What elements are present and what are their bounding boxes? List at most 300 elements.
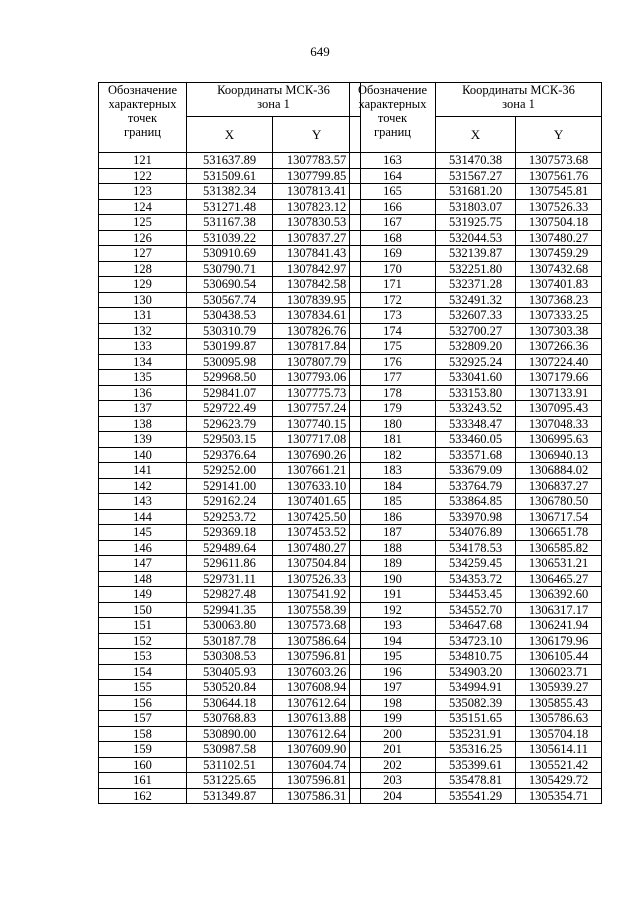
point-number-cell: 163 xyxy=(350,153,436,169)
point-number-cell: 128 xyxy=(99,261,187,277)
x-coordinate-cell: 533153.80 xyxy=(436,385,516,401)
point-number-cell: 173 xyxy=(350,308,436,324)
point-number-cell: 132 xyxy=(99,323,187,339)
x-coordinate-cell: 534723.10 xyxy=(436,633,516,649)
coordinates-table-right xyxy=(349,82,602,804)
x-coordinate-cell: 529731.11 xyxy=(187,571,273,587)
point-number-cell: 152 xyxy=(99,633,187,649)
point-number-cell: 195 xyxy=(350,649,436,665)
table-row xyxy=(350,215,602,231)
table-row xyxy=(350,509,602,525)
y-coordinate-cell: 1307368.23 xyxy=(516,292,602,308)
y-coordinate-cell: 1307842.97 xyxy=(273,261,361,277)
table-row xyxy=(350,261,602,277)
y-coordinate-cell: 1307459.29 xyxy=(516,246,602,262)
point-number-cell: 138 xyxy=(99,416,187,432)
point-number-cell: 149 xyxy=(99,587,187,603)
y-coordinate-cell: 1306940.13 xyxy=(516,447,602,463)
point-number-cell: 170 xyxy=(350,261,436,277)
point-number-cell: 158 xyxy=(99,726,187,742)
point-number-cell: 156 xyxy=(99,695,187,711)
x-coordinate-cell: 531102.51 xyxy=(187,757,273,773)
page-number: 649 xyxy=(310,44,330,59)
table-row xyxy=(99,695,361,711)
y-coordinate-cell: 1307817.84 xyxy=(273,339,361,355)
table-row xyxy=(99,339,361,355)
point-number-cell: 171 xyxy=(350,277,436,293)
point-number-cell: 135 xyxy=(99,370,187,386)
point-number-cell: 176 xyxy=(350,354,436,370)
x-coordinate-cell: 529253.72 xyxy=(187,509,273,525)
y-coordinate-cell: 1306837.27 xyxy=(516,478,602,494)
x-coordinate-cell: 533679.09 xyxy=(436,463,516,479)
table-row xyxy=(99,633,361,649)
x-coordinate-cell: 530910.69 xyxy=(187,246,273,262)
x-coordinate-cell: 529376.64 xyxy=(187,447,273,463)
table-row xyxy=(99,571,361,587)
x-coordinate-cell: 530987.58 xyxy=(187,742,273,758)
table-row xyxy=(99,540,361,556)
y-coordinate-cell: 1307480.27 xyxy=(516,230,602,246)
point-number-cell: 157 xyxy=(99,711,187,727)
x-coordinate-cell: 532371.28 xyxy=(436,277,516,293)
point-number-cell: 175 xyxy=(350,339,436,355)
point-number-cell: 201 xyxy=(350,742,436,758)
table-row xyxy=(99,664,361,680)
table-row xyxy=(99,199,361,215)
coordinates-table-left xyxy=(98,82,361,804)
y-coordinate-cell: 1306780.50 xyxy=(516,494,602,510)
x-coordinate-cell: 535478.81 xyxy=(436,773,516,789)
point-number-cell: 133 xyxy=(99,339,187,355)
point-number-cell: 137 xyxy=(99,401,187,417)
y-coordinate-cell: 1307526.33 xyxy=(273,571,361,587)
table-row xyxy=(99,447,361,463)
point-number-cell: 203 xyxy=(350,773,436,789)
x-coordinate-cell: 531470.38 xyxy=(436,153,516,169)
y-column-header: Y xyxy=(516,117,602,153)
table-row xyxy=(350,370,602,386)
table-row xyxy=(350,757,602,773)
y-coordinate-cell: 1307609.90 xyxy=(273,742,361,758)
x-coordinate-cell: 530890.00 xyxy=(187,726,273,742)
point-number-cell: 178 xyxy=(350,385,436,401)
y-coordinate-cell: 1307612.64 xyxy=(273,726,361,742)
y-coordinate-cell: 1307661.21 xyxy=(273,463,361,479)
x-coordinate-cell: 531382.34 xyxy=(187,184,273,200)
table-row xyxy=(99,463,361,479)
table-row xyxy=(350,168,602,184)
table-row xyxy=(99,184,361,200)
y-coordinate-cell: 1307775.73 xyxy=(273,385,361,401)
x-coordinate-cell: 534178.53 xyxy=(436,540,516,556)
y-coordinate-cell: 1305354.71 xyxy=(516,788,602,804)
y-coordinate-cell: 1307480.27 xyxy=(273,540,361,556)
x-coordinate-cell: 533041.60 xyxy=(436,370,516,386)
point-number-cell: 167 xyxy=(350,215,436,231)
point-number-cell: 197 xyxy=(350,680,436,696)
x-coordinate-cell: 534259.45 xyxy=(436,556,516,572)
table-row xyxy=(99,354,361,370)
y-coordinate-cell: 1307541.92 xyxy=(273,587,361,603)
table-row xyxy=(350,230,602,246)
point-number-cell: 126 xyxy=(99,230,187,246)
y-coordinate-cell: 1307453.52 xyxy=(273,525,361,541)
x-coordinate-cell: 529722.49 xyxy=(187,401,273,417)
table-row xyxy=(350,401,602,417)
table-row xyxy=(99,525,361,541)
x-coordinate-cell: 534994.91 xyxy=(436,680,516,696)
x-column-header: X xyxy=(187,117,273,153)
x-coordinate-cell: 531681.20 xyxy=(436,184,516,200)
y-coordinate-cell: 1307813.41 xyxy=(273,184,361,200)
x-coordinate-cell: 529141.00 xyxy=(187,478,273,494)
y-coordinate-cell: 1307048.33 xyxy=(516,416,602,432)
x-coordinate-cell: 534453.45 xyxy=(436,587,516,603)
point-number-cell: 140 xyxy=(99,447,187,463)
point-number-cell: 165 xyxy=(350,184,436,200)
table-row xyxy=(350,416,602,432)
point-number-cell: 159 xyxy=(99,742,187,758)
table-row xyxy=(99,230,361,246)
table-row xyxy=(350,680,602,696)
x-coordinate-cell: 530199.87 xyxy=(187,339,273,355)
y-coordinate-cell: 1306465.27 xyxy=(516,571,602,587)
y-coordinate-cell: 1306884.02 xyxy=(516,463,602,479)
table-row xyxy=(350,339,602,355)
coordinates-header: Координаты МСК-36 зона 1 xyxy=(436,83,602,117)
y-coordinate-cell: 1305855.43 xyxy=(516,695,602,711)
x-coordinate-cell: 533970.98 xyxy=(436,509,516,525)
table-row xyxy=(350,199,602,215)
x-coordinate-cell: 529369.18 xyxy=(187,525,273,541)
x-coordinate-cell: 534647.68 xyxy=(436,618,516,634)
x-coordinate-cell: 529252.00 xyxy=(187,463,273,479)
table-row xyxy=(350,742,602,758)
point-number-cell: 147 xyxy=(99,556,187,572)
table-row xyxy=(350,788,602,804)
table-row xyxy=(99,385,361,401)
y-coordinate-cell: 1306585.82 xyxy=(516,540,602,556)
y-coordinate-cell: 1307841.43 xyxy=(273,246,361,262)
x-coordinate-cell: 529841.07 xyxy=(187,385,273,401)
x-coordinate-cell: 530187.78 xyxy=(187,633,273,649)
x-coordinate-cell: 530308.53 xyxy=(187,649,273,665)
x-coordinate-cell: 531039.22 xyxy=(187,230,273,246)
point-number-cell: 153 xyxy=(99,649,187,665)
x-coordinate-cell: 530790.71 xyxy=(187,261,273,277)
table-row xyxy=(350,354,602,370)
y-coordinate-cell: 1307839.95 xyxy=(273,292,361,308)
y-coordinate-cell: 1305429.72 xyxy=(516,773,602,789)
y-coordinate-cell: 1307690.26 xyxy=(273,447,361,463)
point-number-cell: 192 xyxy=(350,602,436,618)
table-row xyxy=(350,633,602,649)
y-coordinate-cell: 1307830.53 xyxy=(273,215,361,231)
table-row xyxy=(350,478,602,494)
y-coordinate-cell: 1307095.43 xyxy=(516,401,602,417)
x-coordinate-cell: 535541.29 xyxy=(436,788,516,804)
point-number-cell: 130 xyxy=(99,292,187,308)
point-number-cell: 122 xyxy=(99,168,187,184)
x-coordinate-cell: 532139.87 xyxy=(436,246,516,262)
x-coordinate-cell: 533460.05 xyxy=(436,432,516,448)
point-number-cell: 169 xyxy=(350,246,436,262)
x-coordinate-cell: 535316.25 xyxy=(436,742,516,758)
point-number-cell: 142 xyxy=(99,478,187,494)
point-number-cell: 134 xyxy=(99,354,187,370)
table-row xyxy=(350,525,602,541)
y-coordinate-cell: 1307504.18 xyxy=(516,215,602,231)
table-row xyxy=(99,246,361,262)
y-coordinate-cell: 1307783.57 xyxy=(273,153,361,169)
y-coordinate-cell: 1306717.54 xyxy=(516,509,602,525)
x-coordinate-cell: 529968.50 xyxy=(187,370,273,386)
table-row xyxy=(350,587,602,603)
y-coordinate-cell: 1307545.81 xyxy=(516,184,602,200)
table-row xyxy=(99,277,361,293)
x-coordinate-cell: 533764.79 xyxy=(436,478,516,494)
y-coordinate-cell: 1307401.65 xyxy=(273,494,361,510)
x-coordinate-cell: 529489.64 xyxy=(187,540,273,556)
point-number-cell: 182 xyxy=(350,447,436,463)
y-coordinate-cell: 1307401.83 xyxy=(516,277,602,293)
x-coordinate-cell: 531167.38 xyxy=(187,215,273,231)
x-coordinate-cell: 530063.80 xyxy=(187,618,273,634)
x-coordinate-cell: 530644.18 xyxy=(187,695,273,711)
designation-header: Обозначение характерных точек границ xyxy=(350,83,436,153)
point-number-cell: 204 xyxy=(350,788,436,804)
point-number-cell: 172 xyxy=(350,292,436,308)
y-coordinate-cell: 1305614.11 xyxy=(516,742,602,758)
y-coordinate-cell: 1307823.12 xyxy=(273,199,361,215)
y-coordinate-cell: 1307266.36 xyxy=(516,339,602,355)
point-number-cell: 162 xyxy=(99,788,187,804)
y-coordinate-cell: 1307842.58 xyxy=(273,277,361,293)
table-row xyxy=(350,695,602,711)
y-coordinate-cell: 1307608.94 xyxy=(273,680,361,696)
point-number-cell: 196 xyxy=(350,664,436,680)
table-row xyxy=(99,478,361,494)
point-number-cell: 145 xyxy=(99,525,187,541)
point-number-cell: 166 xyxy=(350,199,436,215)
point-number-cell: 150 xyxy=(99,602,187,618)
y-coordinate-cell: 1307333.25 xyxy=(516,308,602,324)
table-row xyxy=(99,742,361,758)
table-row xyxy=(99,711,361,727)
table-row xyxy=(99,556,361,572)
point-number-cell: 168 xyxy=(350,230,436,246)
point-number-cell: 198 xyxy=(350,695,436,711)
table-row xyxy=(350,447,602,463)
y-coordinate-cell: 1307596.81 xyxy=(273,649,361,665)
x-coordinate-cell: 530768.83 xyxy=(187,711,273,727)
table-row xyxy=(350,618,602,634)
point-number-cell: 154 xyxy=(99,664,187,680)
x-coordinate-cell: 534810.75 xyxy=(436,649,516,665)
table-row xyxy=(99,773,361,789)
table-row xyxy=(99,261,361,277)
point-number-cell: 187 xyxy=(350,525,436,541)
point-number-cell: 125 xyxy=(99,215,187,231)
table-row xyxy=(99,153,361,169)
table-row xyxy=(350,463,602,479)
point-number-cell: 127 xyxy=(99,246,187,262)
point-number-cell: 189 xyxy=(350,556,436,572)
x-coordinate-cell: 534076.89 xyxy=(436,525,516,541)
table-row xyxy=(99,509,361,525)
table-row xyxy=(99,680,361,696)
x-coordinate-cell: 534552.70 xyxy=(436,602,516,618)
y-coordinate-cell: 1306241.94 xyxy=(516,618,602,634)
x-coordinate-cell: 529503.15 xyxy=(187,432,273,448)
x-coordinate-cell: 532251.80 xyxy=(436,261,516,277)
point-number-cell: 155 xyxy=(99,680,187,696)
y-coordinate-cell: 1306995.63 xyxy=(516,432,602,448)
point-number-cell: 174 xyxy=(350,323,436,339)
table-row xyxy=(350,385,602,401)
table-row xyxy=(350,494,602,510)
x-coordinate-cell: 533864.85 xyxy=(436,494,516,510)
point-number-cell: 121 xyxy=(99,153,187,169)
x-coordinate-cell: 535082.39 xyxy=(436,695,516,711)
x-coordinate-cell: 532607.33 xyxy=(436,308,516,324)
x-coordinate-cell: 529941.35 xyxy=(187,602,273,618)
x-coordinate-cell: 534353.72 xyxy=(436,571,516,587)
x-coordinate-cell: 529827.48 xyxy=(187,587,273,603)
point-number-cell: 183 xyxy=(350,463,436,479)
table-row xyxy=(99,323,361,339)
coordinates-header: Координаты МСК-36 зона 1 xyxy=(187,83,361,117)
point-number-cell: 151 xyxy=(99,618,187,634)
point-number-cell: 161 xyxy=(99,773,187,789)
y-coordinate-cell: 1307757.24 xyxy=(273,401,361,417)
x-coordinate-cell: 531803.07 xyxy=(436,199,516,215)
table-row xyxy=(99,726,361,742)
y-coordinate-cell: 1307604.74 xyxy=(273,757,361,773)
x-coordinate-cell: 530520.84 xyxy=(187,680,273,696)
point-number-cell: 129 xyxy=(99,277,187,293)
point-number-cell: 123 xyxy=(99,184,187,200)
y-coordinate-cell: 1307586.31 xyxy=(273,788,361,804)
table-row xyxy=(99,494,361,510)
point-number-cell: 136 xyxy=(99,385,187,401)
x-coordinate-cell: 532809.20 xyxy=(436,339,516,355)
table-row xyxy=(350,323,602,339)
table-row xyxy=(99,618,361,634)
point-number-cell: 131 xyxy=(99,308,187,324)
point-number-cell: 194 xyxy=(350,633,436,649)
table-row xyxy=(99,757,361,773)
table-row xyxy=(350,664,602,680)
table-row xyxy=(350,184,602,200)
y-coordinate-cell: 1307432.68 xyxy=(516,261,602,277)
y-coordinate-cell: 1307133.91 xyxy=(516,385,602,401)
y-coordinate-cell: 1307586.64 xyxy=(273,633,361,649)
y-coordinate-cell: 1307558.39 xyxy=(273,602,361,618)
table-row xyxy=(99,788,361,804)
table-row xyxy=(99,416,361,432)
y-column-header: Y xyxy=(273,117,361,153)
table-row xyxy=(350,153,602,169)
table-row xyxy=(350,292,602,308)
table-row xyxy=(350,726,602,742)
table-row xyxy=(350,432,602,448)
point-number-cell: 141 xyxy=(99,463,187,479)
table-row xyxy=(99,649,361,665)
x-coordinate-cell: 533571.68 xyxy=(436,447,516,463)
x-coordinate-cell: 530567.74 xyxy=(187,292,273,308)
table-row xyxy=(350,711,602,727)
y-coordinate-cell: 1307603.26 xyxy=(273,664,361,680)
point-number-cell: 179 xyxy=(350,401,436,417)
x-coordinate-cell: 535231.91 xyxy=(436,726,516,742)
table-row xyxy=(99,401,361,417)
table-row xyxy=(350,773,602,789)
point-number-cell: 191 xyxy=(350,587,436,603)
x-coordinate-cell: 531349.87 xyxy=(187,788,273,804)
table-row xyxy=(99,215,361,231)
point-number-cell: 139 xyxy=(99,432,187,448)
y-coordinate-cell: 1307613.88 xyxy=(273,711,361,727)
y-coordinate-cell: 1307179.66 xyxy=(516,370,602,386)
y-coordinate-cell: 1306105.44 xyxy=(516,649,602,665)
point-number-cell: 190 xyxy=(350,571,436,587)
y-coordinate-cell: 1307799.85 xyxy=(273,168,361,184)
x-coordinate-cell: 529611.86 xyxy=(187,556,273,572)
x-coordinate-cell: 530095.98 xyxy=(187,354,273,370)
point-number-cell: 199 xyxy=(350,711,436,727)
point-number-cell: 184 xyxy=(350,478,436,494)
y-coordinate-cell: 1305521.42 xyxy=(516,757,602,773)
table-row xyxy=(99,587,361,603)
table-row xyxy=(350,246,602,262)
x-coordinate-cell: 532491.32 xyxy=(436,292,516,308)
table-row xyxy=(350,556,602,572)
x-coordinate-cell: 531637.89 xyxy=(187,153,273,169)
x-coordinate-cell: 533348.47 xyxy=(436,416,516,432)
y-coordinate-cell: 1307561.76 xyxy=(516,168,602,184)
x-coordinate-cell: 532925.24 xyxy=(436,354,516,370)
y-coordinate-cell: 1307612.64 xyxy=(273,695,361,711)
x-coordinate-cell: 531225.65 xyxy=(187,773,273,789)
x-coordinate-cell: 532700.27 xyxy=(436,323,516,339)
x-coordinate-cell: 529623.79 xyxy=(187,416,273,432)
table-row xyxy=(350,602,602,618)
point-number-cell: 188 xyxy=(350,540,436,556)
table-row xyxy=(99,370,361,386)
point-number-cell: 180 xyxy=(350,416,436,432)
y-coordinate-cell: 1307573.68 xyxy=(273,618,361,634)
y-coordinate-cell: 1305704.18 xyxy=(516,726,602,742)
y-coordinate-cell: 1305939.27 xyxy=(516,680,602,696)
point-number-cell: 164 xyxy=(350,168,436,184)
y-coordinate-cell: 1307303.38 xyxy=(516,323,602,339)
table-row xyxy=(350,540,602,556)
x-coordinate-cell: 529162.24 xyxy=(187,494,273,510)
x-coordinate-cell: 530690.54 xyxy=(187,277,273,293)
x-coordinate-cell: 531925.75 xyxy=(436,215,516,231)
y-coordinate-cell: 1307717.08 xyxy=(273,432,361,448)
point-number-cell: 202 xyxy=(350,757,436,773)
y-coordinate-cell: 1306531.21 xyxy=(516,556,602,572)
point-number-cell: 160 xyxy=(99,757,187,773)
point-number-cell: 124 xyxy=(99,199,187,215)
table-row xyxy=(99,308,361,324)
point-number-cell: 185 xyxy=(350,494,436,510)
y-coordinate-cell: 1307504.84 xyxy=(273,556,361,572)
x-coordinate-cell: 535399.61 xyxy=(436,757,516,773)
